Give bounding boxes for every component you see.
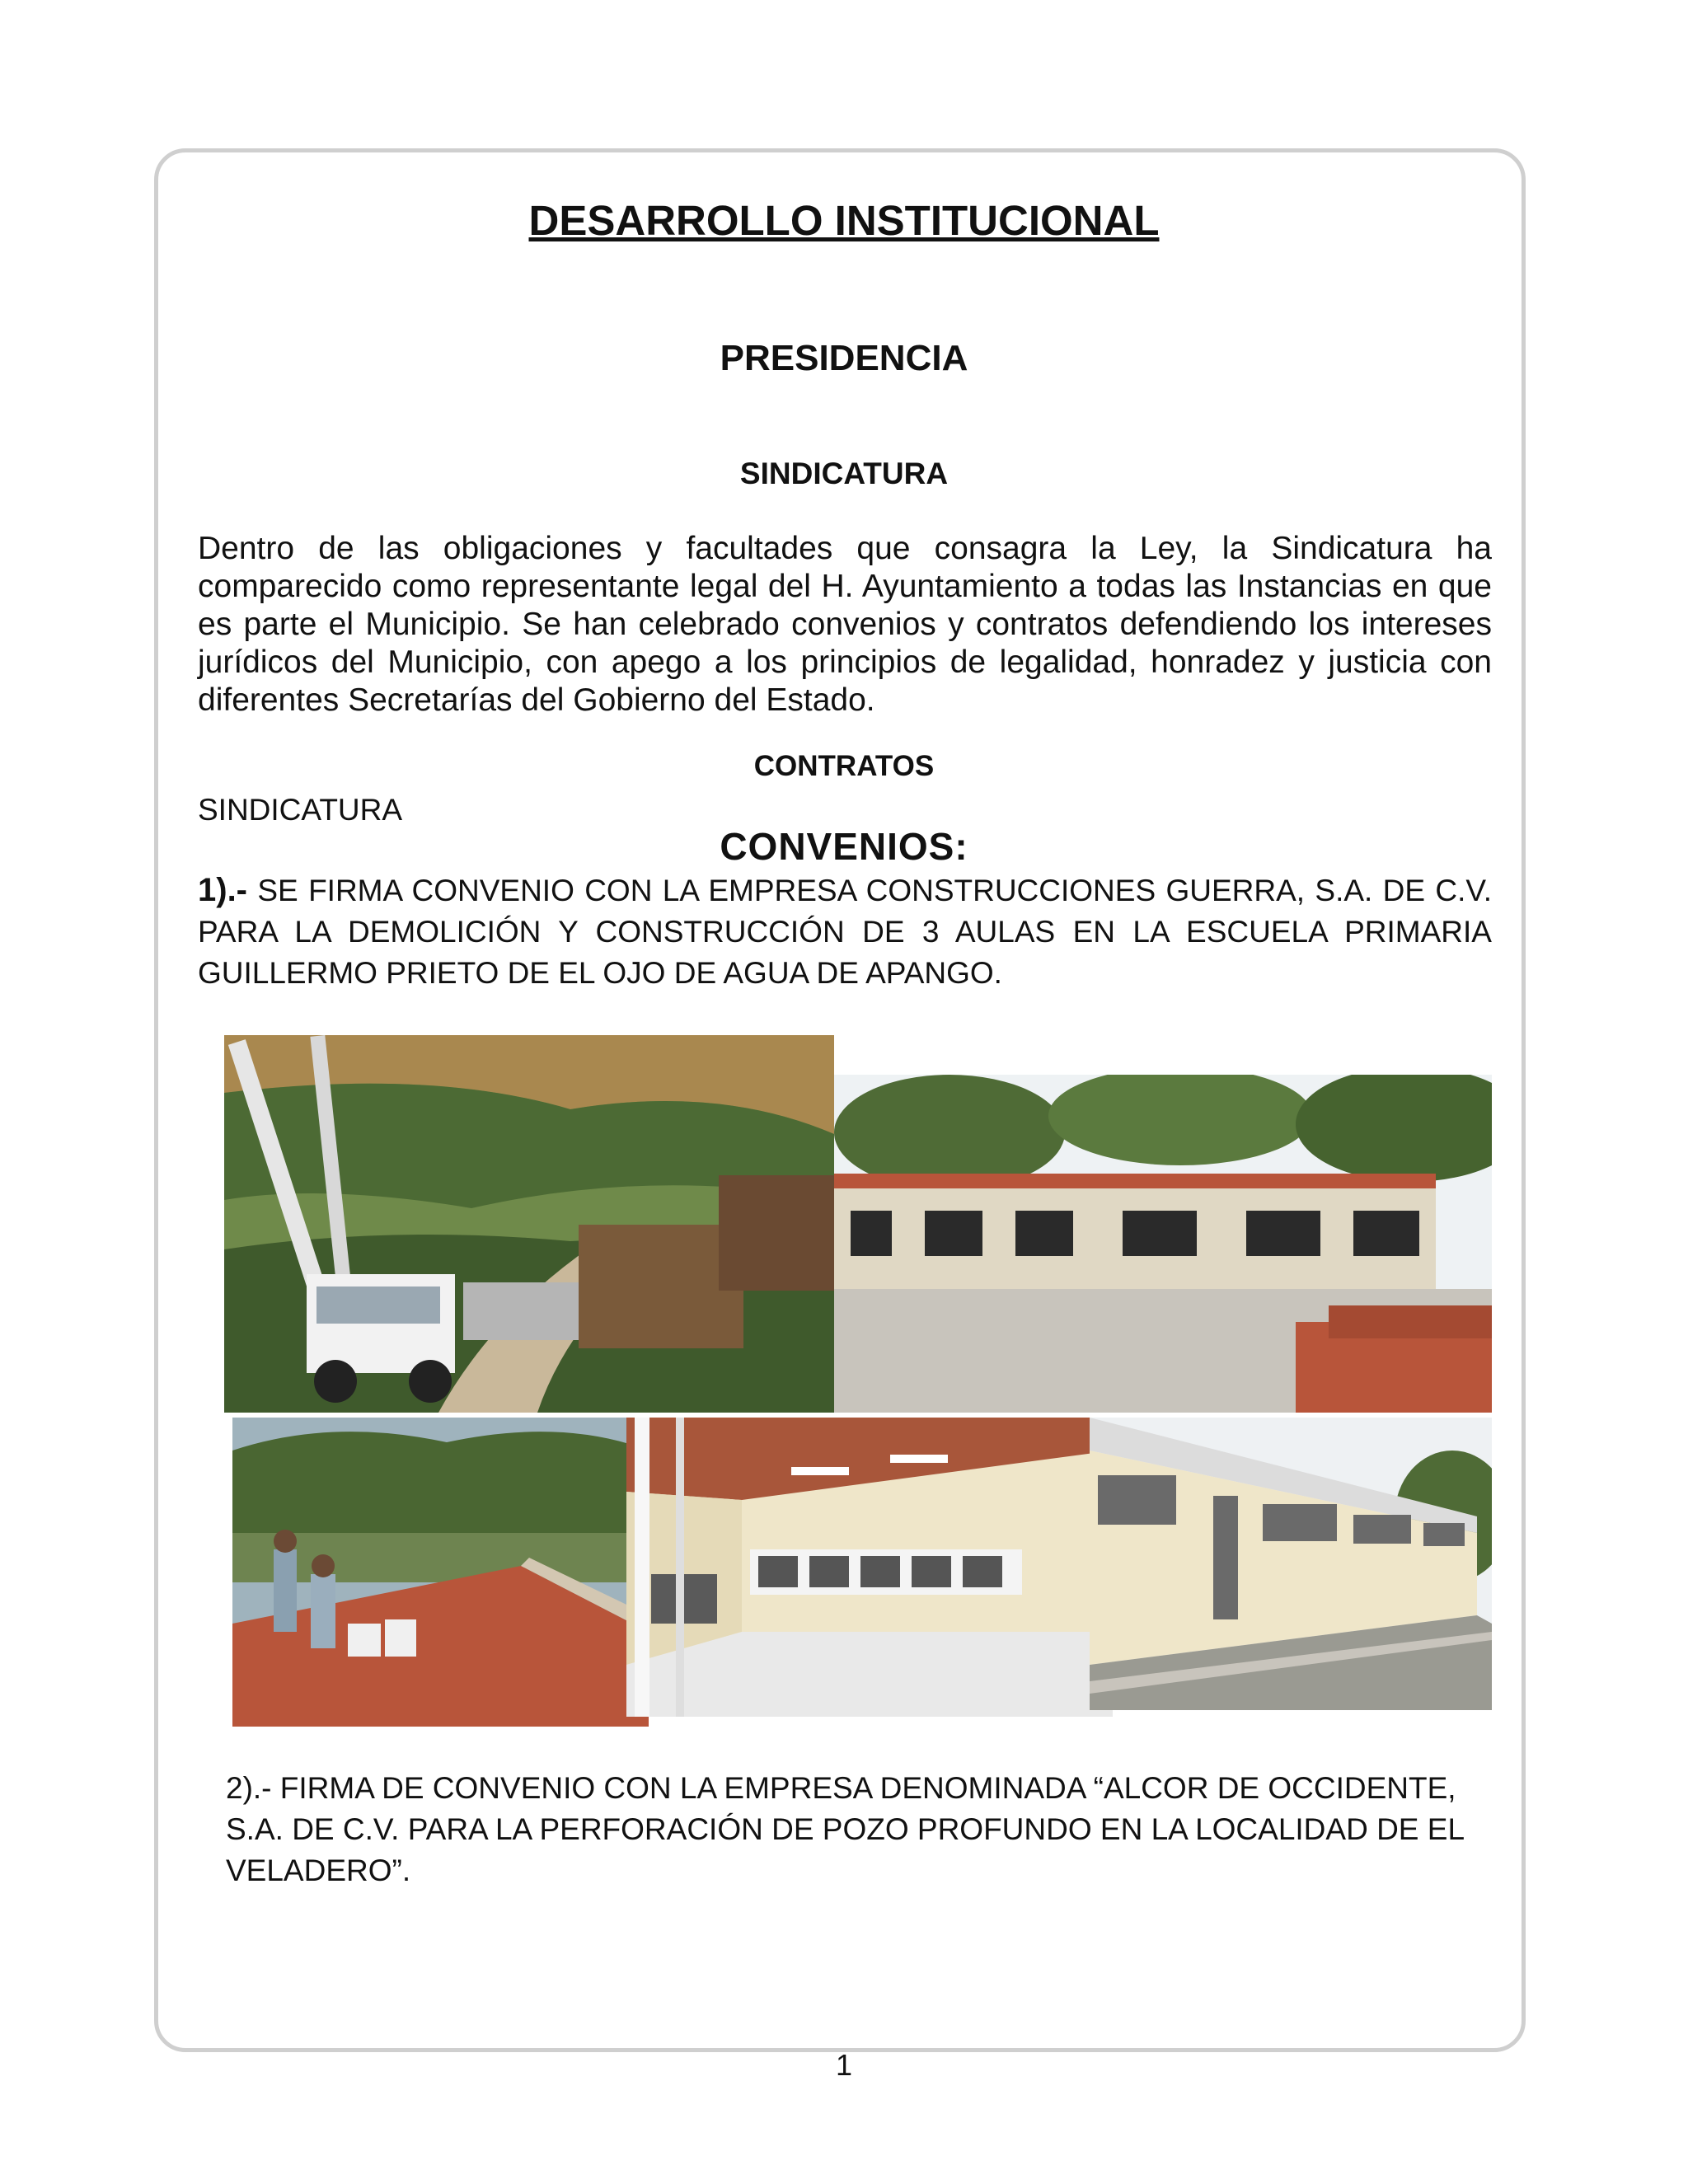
item-1-text: SE FIRMA CONVENIO CON LA EMPRESA CONSTRUCCIONES GUERRA, S.A. DE C.V. PARA LA DEMOLICIÓN Y CONSTRUCCIÓN DE 3 AULAS EN LA ESCUELA PRIMARIA GUILLERMO PRIETO DE EL OJO DE AGUA DE APANGO. — [198, 874, 1492, 990]
convenio-item-1 — [198, 869, 1492, 994]
convenio-item-2: 2).- FIRMA DE CONVENIO CON LA EMPRESA DENOMINADA “ALCOR DE OCCIDENTE, S.A. DE C.V. PARA LA PERFORACIÓN DE POZO PROFUNDO EN LA LOCALIDAD DE EL VELADERO”. — [226, 1771, 1464, 1887]
document-title: DESARROLLO INSTITUCIONAL — [528, 197, 1160, 244]
subsection-heading: SINDICATURA — [739, 457, 949, 490]
body-paragraph: Dentro de las obligaciones y facultades que consagra la Ley, la Sindicatura ha comparecido como representante legal del H. Ayuntamiento a todas las Instancias en que es parte el Municipio. Se han celebrado convenios y contratos defendiendo los intereses jurídicos del Municipio, con apego a los principios de legalidad, honradez y justicia con diferentes Secretarías del Gobierno del Estado. — [198, 531, 1492, 718]
contratos-heading: CONTRATOS — [753, 750, 935, 782]
photo-school-exterior — [1090, 1418, 1492, 1710]
item-1-number: 1).- — [198, 872, 247, 908]
section-heading: PRESIDENCIA — [720, 338, 968, 378]
convenios-heading: CONVENIOS: — [720, 825, 968, 868]
photo-classroom-interior — [626, 1418, 1113, 1717]
photo-roof-workers — [232, 1418, 649, 1727]
photo-school-construction — [834, 1075, 1492, 1413]
photo-concrete-pump — [224, 1035, 834, 1413]
page-number: 1 — [835, 2048, 853, 2082]
sindicatura-label: SINDICATURA — [198, 793, 403, 827]
